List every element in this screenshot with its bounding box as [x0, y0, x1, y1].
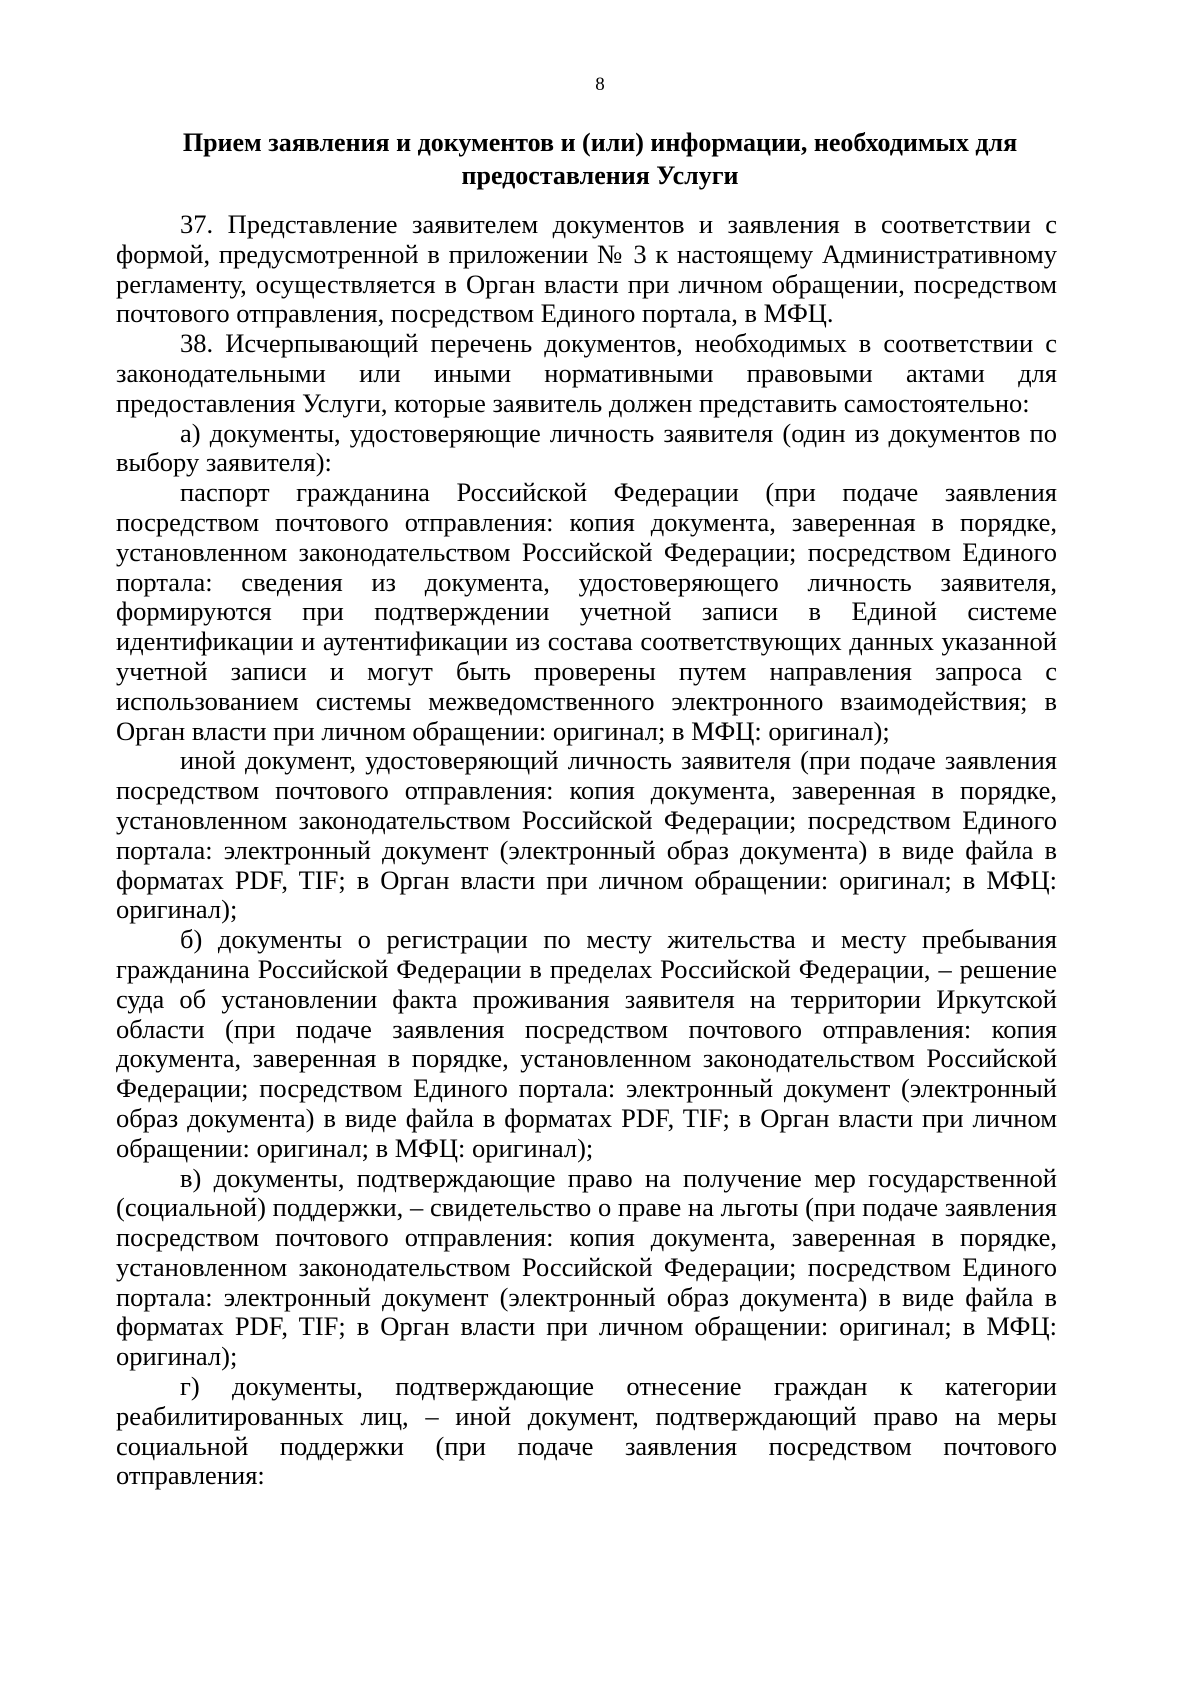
paragraph-38: 38. Исчерпывающий перечень документов, необходимых в соответствии с законодательными или иными нормативными правовыми актами для предоставления Услуги, которые заявитель должен представить самостоятельно:	[116, 328, 1057, 418]
paragraph-37: 37. Представление заявителем документов и заявления в соответствии с формой, предусмотренной в приложении № 3 к настоящему Административному регламенту, осуществляется в Орган власти при личном обращении, посредством почтового отправления, посредством Единого портала, в МФЦ.	[116, 209, 1057, 329]
document-body	[116, 210, 1057, 1491]
paragraph-passport: паспорт гражданина Российской Федерации (при подаче заявления посредством почтового отправления: копия документа, заверенная в порядке, установленном законодательством Российской Федерации; посредством Единого портала: сведения из документа, удостоверяющего личность заявителя, формируются при подтверждении учетной записи в Единой системе идентификации и аутентификации из состава соответствующих данных указанной учетной записи и могут быть проверены путем направления запроса с использованием системы межведомственного электронного взаимодействия; в Орган власти при личном обращении: оригинал; в МФЦ: оригинал);	[116, 477, 1057, 746]
section-heading-line-1: Прием заявления и документов и (или) информации, необходимых для	[182, 128, 1018, 157]
paragraph-38-g: г) документы, подтверждающие отнесение граждан к категории реабилитированных лиц, – иной документ, подтверждающий право на меры социальной поддержки (при подаче заявления посредством почтового отправления:	[116, 1371, 1057, 1491]
paragraph-other-id: иной документ, удостоверяющий личность заявителя (при подаче заявления посредством почтового отправления: копия документа, заверенная в порядке, установленном законодательством Российской Федерации; посредством Единого портала: электронный документ (электронный образ документа) в виде файла в форматах PDF, TIF; в Орган власти при личном обращении: оригинал; в МФЦ: оригинал);	[116, 745, 1057, 925]
paragraph-38-b: б) документы о регистрации по месту жительства и месту пребывания гражданина Российской Федерации в пределах Российской Федерации, – решение суда об установлении факта проживания заявителя на территории Иркутской области (при подаче заявления посредством почтового отправления: копия документа, заверенная в порядке, установленном законодательством Российской Федерации; посредством Единого портала: электронный документ (электронный образ документа) в виде файла в форматах PDF, TIF; в Орган власти при личном обращении: оригинал; в МФЦ: оригинал);	[116, 924, 1057, 1163]
paragraph-38-a: а) документы, удостоверяющие личность заявителя (один из документов по выбору заявителя):	[116, 417, 1057, 478]
section-heading	[150, 126, 1050, 192]
paragraph-38-v: в) документы, подтверждающие право на получение мер государственной (социальной) поддержки, – свидетельство о праве на льготы (при подаче заявления посредством почтового отправления: копия документа, заверенная в порядке, установленном законодательством Российской Федерации; посредством Единого портала: электронный документ (электронный образ документа) в виде файла в форматах PDF, TIF; в Орган власти при личном обращении: оригинал; в МФЦ: оригинал);	[116, 1162, 1057, 1372]
page-number: 8	[595, 74, 605, 95]
section-heading-line-2: предоставления Услуги	[461, 161, 739, 190]
